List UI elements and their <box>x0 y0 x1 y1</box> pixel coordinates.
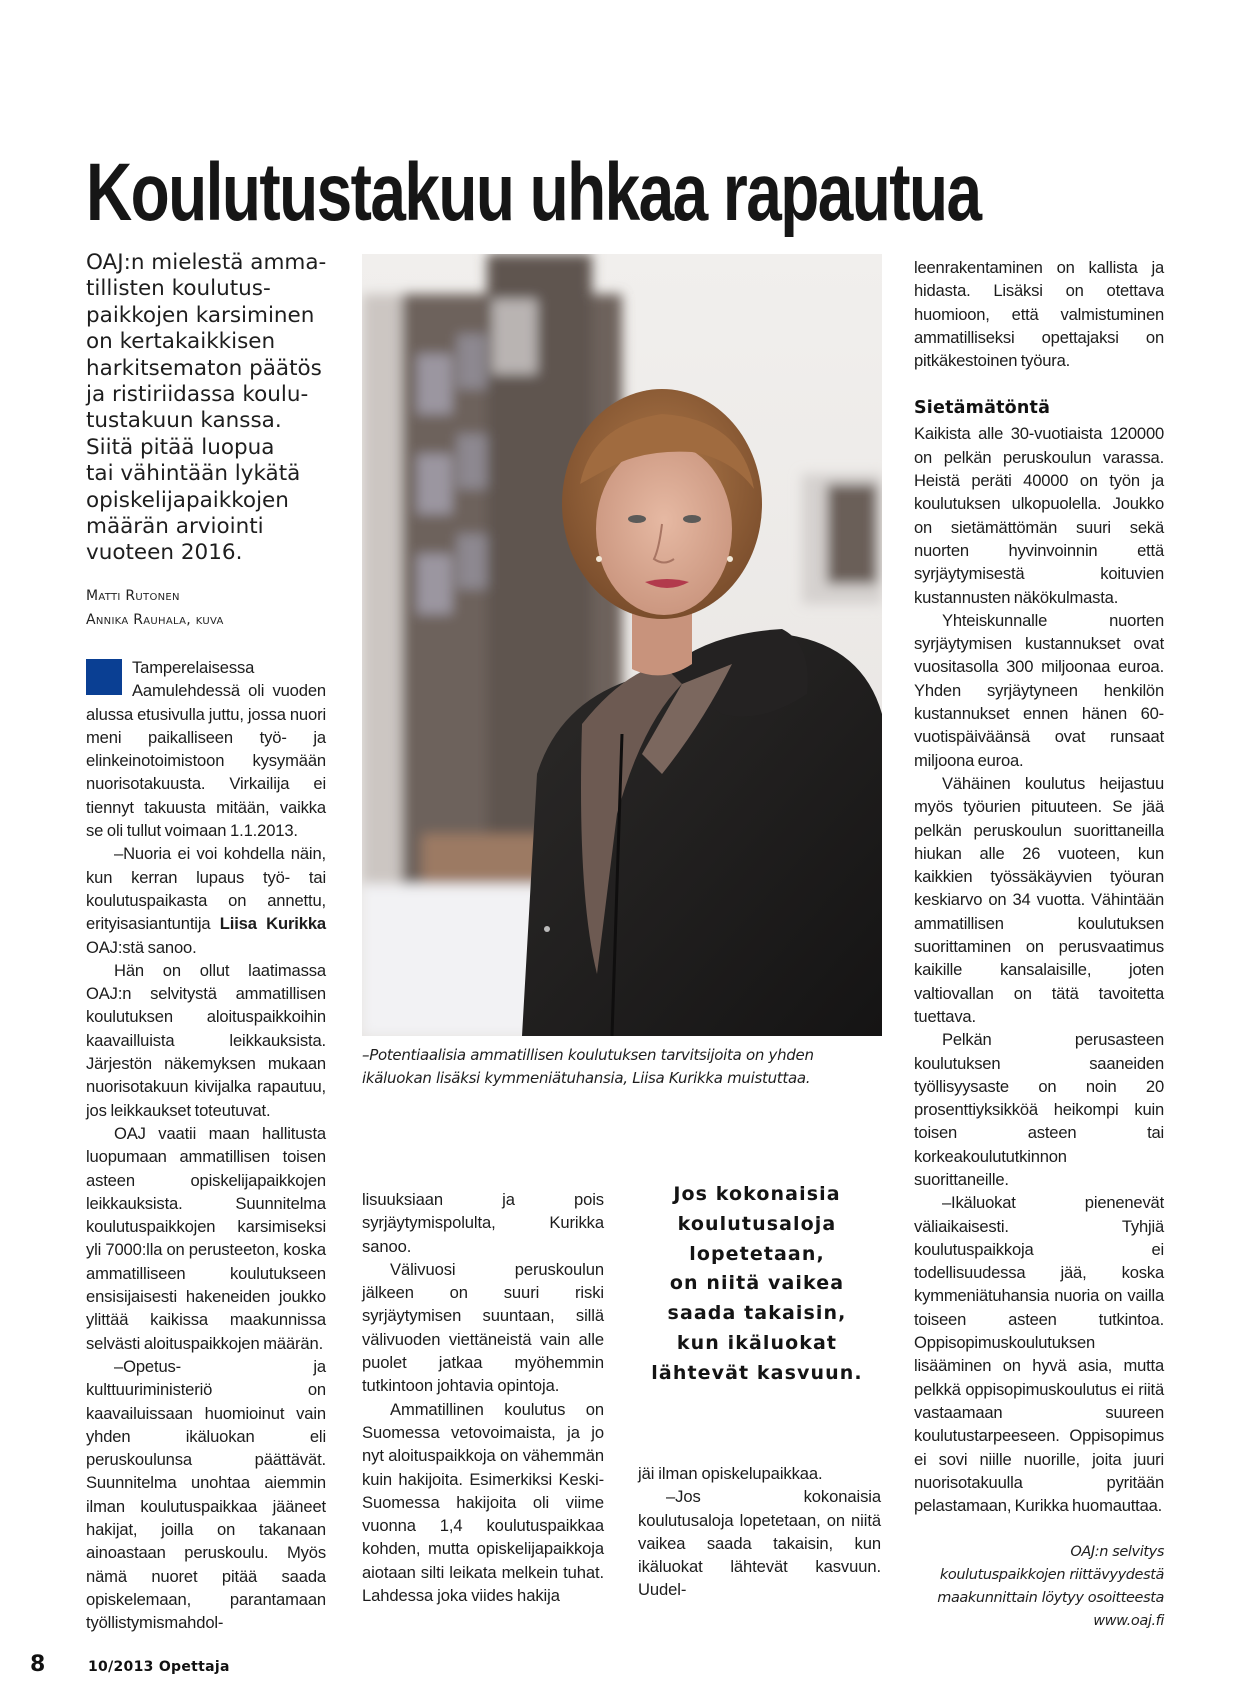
author-credit: Matti Rutonen <box>86 588 180 604</box>
body-paragraph: –Nuoria ei voi kohdella näin, kun kerran lupaus työ- tai koulutuspaikasta on annettu, erityisasiantuntija Liisa Kurikka OAJ:stä sanoo. <box>86 844 326 957</box>
body-paragraph: Vähäinen koulutus heijastuu myös työurien pituuteen. Se jää pelkän peruskoulun suorittaneilla hiukan alle 26 vuoteen, kun kaikkien työssäkäyvien työuran keskiarvo on 34 vuotta. Vähintään ammatillisen koulutuksen suorittaminen on perusvaatimus kaikille kansalaisille, joten valtiovallan on tätä tavoitetta tuettava. <box>914 773 1164 1026</box>
body-paragraph: leenrakentaminen on kallista ja hidasta. Lisäksi on otettava huomioon, että valmistuminen ammatilliseksi opettajaksi on pitkäkestoinen työura. <box>914 258 1164 371</box>
pull-quote-line: lähtevät kasvuun. <box>651 1361 863 1384</box>
body-column-4 <box>914 256 1164 1517</box>
body-paragraph: Yhteiskunnalle nuorten syrjäytymisen kustannukset ovat vuositasolla 300 miljoonaa euroa. Yhden syrjäytyneen henkilön kustannukset ennen hänen 60-vuotispäiväänsä ovat runsaat miljoona euroa. <box>914 610 1164 770</box>
lead-line: OAJ:n mielestä amma- <box>86 250 327 275</box>
body-paragraph: Tamperelaisessa Aamulehdessä oli vuoden alussa etusivulla juttu, jossa nuori meni paikalliseen työ- ja elinkeinotoimistoon kysymään nuorisotakuusta. Virkailija ei tiennyt takuusta mitään, vaikka se oli tullut voimaan 1.1.2013. <box>86 658 326 841</box>
dropcap-square <box>86 659 122 695</box>
endnote-line: maakunnittain löytyy osoitteesta <box>937 1590 1164 1607</box>
lead-line: harkitsematon päätös <box>86 355 322 381</box>
lead-line: opiskelijapaikkojen <box>86 487 289 513</box>
pull-quote-line: koulutusaloja <box>677 1212 837 1235</box>
body-paragraph: Hän on ollut laatimassa OAJ:n selvitystä ammatillisen koulutuksen aloituspaikkoihin kaavailluista leikkauksista. Järjestön näkemyksen mukaan nuorisotakuun kivijalka rapautuu, jos leikkaukset toteutuvat. <box>86 960 326 1120</box>
lead-line: määrän arviointi <box>86 514 264 540</box>
pull-quote-line: saada takaisin, <box>667 1302 847 1325</box>
photo-caption <box>362 1044 882 1089</box>
lead-paragraph <box>86 250 356 567</box>
body-paragraph: –Opetus- ja kulttuuriministeriö on kaavailuissaan huomioinut vain yhden ikäluokan eli peruskoulunsa päättävät. Suunnitelma unohtaa aiemmin ilman koulutuspaikkaa jääneet hakijat, joilla on takanaan ainoastaan peruskoulu. Myös nämä nuoret pitää saada opiskelemaan, parantamaan työllistymismahdol- <box>86 1356 326 1633</box>
pull-quote-line: kun ikäluokat <box>676 1331 838 1354</box>
endnote-link[interactable]: www.oaj.fi <box>1093 1612 1164 1629</box>
body-paragraph: lisuuksiaan ja pois syrjäytymispolulta, Kurikka sanoo. <box>362 1190 604 1256</box>
lead-line: tillisten koulutus- <box>86 276 271 302</box>
pull-quote-line: Jos kokonaisia <box>673 1183 841 1205</box>
lead-line: paikkojen karsiminen <box>86 302 315 328</box>
body-column-2 <box>362 1188 604 1607</box>
portrait-photo <box>362 254 882 1036</box>
lead-line: vuoteen 2016. <box>86 540 243 566</box>
subheading: Sietämätöntä <box>914 398 1051 419</box>
headline: Koulutustakuu uhkaa rapautua <box>86 147 981 238</box>
pull-quote <box>632 1180 882 1389</box>
body-paragraph: –Ikäluokat pienenevät väliaikaisesti. Tyhjiä koulutuspaikkoja ei todellisuudessa jää, koska kymmeniätuhansia nuoria on vailla toiseen asteen tutkintoa. Oppisopimuskoulutuksen lisääminen on hyvä asia, mutta pelkkä oppisopimuskoulutus ei riitä vastaamaan suureen koulutustarpeeseen. Oppisopimus ei sovi niille nuorille, joita juuri nuorisotakuulla pyritään pelastamaan, Kurikka huomauttaa. <box>914 1193 1164 1516</box>
pull-quote-line: on niitä vaikea <box>669 1272 845 1295</box>
lead-line: on kertakaikkisen <box>86 329 276 355</box>
portrait-image <box>362 254 882 1036</box>
body-paragraph: jäi ilman opiskelupaikkaa. <box>638 1464 823 1483</box>
body-column-3 <box>638 1462 881 1602</box>
body-column-1 <box>86 656 326 1634</box>
page-number: 8 <box>30 1652 46 1677</box>
lead-line: tustakuun kanssa. <box>86 408 282 434</box>
body-paragraph: OAJ vaatii maan hallitusta luopumaan ammatillisen toisen asteen opiskelijapaikkojen leikkauksista. Suunnitelma koulutuspaikkojen karsimiseksi yli 7000:lla on perusteeton, koska ammatilliseen koulutukseen ensisijaisesti hakeneiden joukko ylittää kaikissa maakunnissa selvästi aloituspaikkojen määrän. <box>86 1123 326 1353</box>
issue-label: 10/2013 Opettaja <box>88 1659 230 1675</box>
caption-line: ikäluokan lisäksi kymmeniätuhansia, Liisa Kurikka muistuttaa. <box>362 1068 811 1087</box>
body-paragraph: Ammatillinen koulutus on Suomessa vetovoimaista, ja jo nyt aloituspaikkoja on vähemmän kuin hakijoita. Esimerkiksi Keski-Suomessa hakijoita oli viime vuonna 1,4 koulutuspaikkaa kohden, mutta opiskelijapaikkoja aiotaan silti leikata melkein tuhat. Lahdessa joka viides hakija <box>362 1399 604 1606</box>
lead-line: ja ristiriidassa koulu- <box>86 382 309 408</box>
photo-credit: Annika Rauhala, kuva <box>86 612 224 628</box>
pull-quote-line: lopetetaan, <box>689 1242 825 1265</box>
body-paragraph: –Jos kokonaisia koulutusaloja lopetetaan, on niitä vaikea saada takaisin, kun ikäluokat lähtevät kasvuun. Uudel- <box>638 1487 881 1600</box>
endnote-line: koulutuspaikkojen riittävyydestä <box>939 1567 1164 1584</box>
body-paragraph: Kaikista alle 30-vuotiaista 120000 on pelkän peruskoulun varassa. Heistä peräti 40000 on työn ja koulutuksen ulkopuolella. Joukko on sietämättömän suuri sekä nuorten hyvinvoinnin että syrjäytymisestä koituvien kustannusten näkökulmasta. <box>914 424 1164 607</box>
body-paragraph: Pelkän perusasteen koulutuksen saaneiden työllisyysaste on noin 20 prosenttiyksikköä heikompi kuin toisen asteen tai korkeakoulututkinnon suorittaneille. <box>914 1030 1164 1189</box>
lead-line: Siitä pitää luopua <box>86 434 275 460</box>
endnote-line: OAJ:n selvitys <box>1070 1544 1164 1561</box>
body-paragraph: Välivuosi peruskoulun jälkeen on suuri riski syrjäytymisen suuntaan, sillä välivuoden viettäneistä vain alle puolet jatkaa myöhemmin tutkintoon johtavia opintoja. <box>362 1259 604 1396</box>
byline <box>86 584 356 632</box>
endnote <box>914 1541 1164 1632</box>
right-column <box>914 256 1164 1633</box>
lead-line: tai vähintään lykätä <box>86 461 301 487</box>
person-name: Liisa Kurikka <box>219 914 326 934</box>
caption-line: –Potentiaalisia ammatillisen koulutuksen tarvitsijoita on yhden <box>362 1046 814 1064</box>
